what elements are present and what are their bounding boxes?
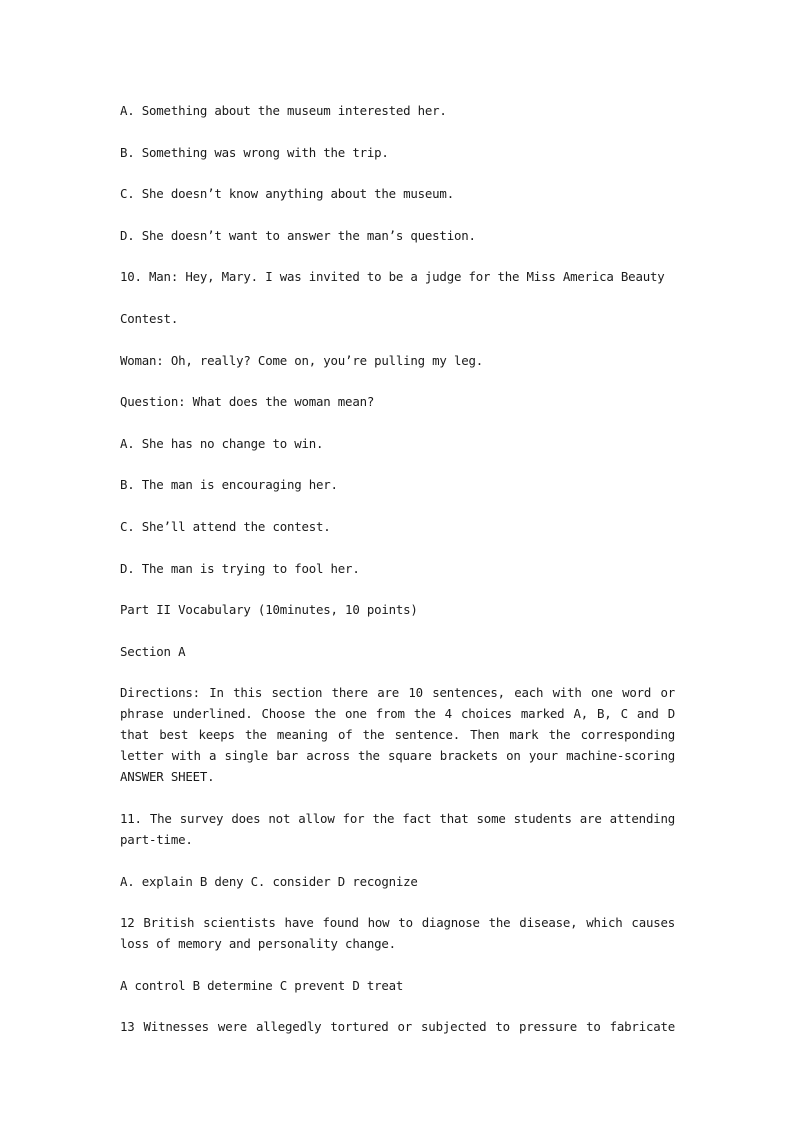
- directions-paragraph: Directions: In this section there are 10 sentences, each with one word or phrase underlined. Choose the one from the 4 choices marked A, B, C and D that best keeps the meaning of the sentence. Then mark the corresponding letter with a single bar across the square brackets on your machine-scoring ANSWER SHEET.: [120, 685, 675, 785]
- q10-question: Question: What does the woman mean?: [120, 394, 375, 410]
- q12-stem: 12 British scientists have found how to diagnose the disease, which causes loss of memory and personality change.: [120, 915, 675, 952]
- q12-options: A control B determine C prevent D treat: [120, 977, 404, 993]
- q10-option-c: C. She’ll attend the contest.: [120, 518, 331, 534]
- q11-stem: 11. The survey does not allow for the fact that some students are attending part-time.: [120, 810, 675, 847]
- q10-option-d: D. The man is trying to fool her.: [120, 560, 360, 576]
- q9-option-b: B. Something was wrong with the trip.: [120, 144, 389, 160]
- q10-option-b: B. The man is encouraging her.: [120, 477, 338, 493]
- q9-option-d: D. She doesn’t want to answer the man’s question.: [120, 227, 476, 243]
- q10-man-line: 10. Man: Hey, Mary. I was invited to be a judge for the Miss America Beauty: [120, 269, 665, 285]
- part2-heading: Part II Vocabulary (10minutes, 10 points): [120, 602, 418, 618]
- q11-options: A. explain B deny C. consider D recognize: [120, 873, 418, 889]
- q10-man-line-cont: Contest.: [120, 310, 179, 326]
- q9-option-a: A. Something about the museum interested her.: [120, 103, 447, 118]
- section-a-heading: Section A: [120, 643, 186, 659]
- q13-stem: 13 Witnesses were allegedly tortured or subjected to pressure to fabricate: [120, 1019, 675, 1035]
- q10-woman-line: Woman: Oh, really? Come on, you’re pulling my leg.: [120, 352, 483, 368]
- q10-option-a: A. She has no change to win.: [120, 435, 324, 451]
- q9-option-c: C. She doesn’t know anything about the museum.: [120, 186, 454, 202]
- document-body: [120, 100, 675, 1058]
